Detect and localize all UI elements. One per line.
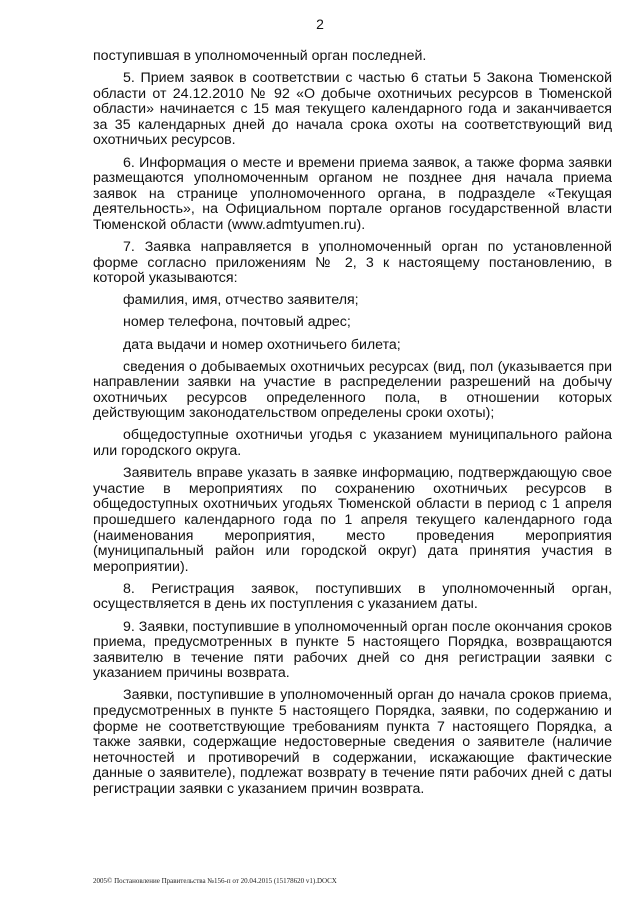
page-number: 2 [316,16,324,32]
list-item-name: фамилия, имя, отчество заявителя; [123,292,359,309]
paragraph-7: 7. Заявка направляется в уполномоченный орган по установленной форме согласно приложениям № 2, 3 к настоящему постановлению, в которой указываются: [93,239,612,287]
paragraph-6: 6. Информация о месте и времени приема заявок, а также форма заявки размещаются уполномоченным органом не позднее дня начала приема заявок на странице уполномоченного органа, в подразделе «Текущая деятельность», на Официальном портале органов государственной власти Тюменской области (www.admtyumen.ru). [93,154,612,233]
paragraph-returns: Заявки, поступившие в уполномоченный орган до начала сроков приема, предусмотренных в пункте 5 настоящего Порядка, заявки, по содержанию и форме не соответствующие требованиям пункта 7 настоящего Порядка, а также заявки, содержащие недостоверные сведения о заявителе (наличие неточностей и противоречий в содержании, искажающие фактические данные о заявителе), подлежат возврату в течение пяти рабочих дней с даты регистрации заявки с указанием причин возврата. [93,687,612,797]
paragraph-continuation: поступившая в уполномоченный орган последней. [93,48,427,64]
paragraph-9: 9. Заявки, поступившие в уполномоченный орган после окончания сроков приема, предусмотренных в пункте 5 настоящего Порядка, возвращаются заявителю в течение пяти рабочих дней со дня регистрации заявки с указанием причины возврата. [93,618,612,682]
footer-doc-id: 2005© Постановление Правительства №156-п от 20.04.2015 (15178620 v1).DOCX [93,877,337,885]
paragraph-8: 8. Регистрация заявок, поступивших в уполномоченный орган, осуществляется в день их поступления с указанием даты. [93,580,612,613]
paragraph-5: 5. Прием заявок в соответствии с частью 6 статьи 5 Закона Тюменской области от 24.12.2010 № 92 «О добыче охотничьих ресурсов в Тюменской области» начинается с 15 мая текущего календарного года и заканчивается за 35 календарных дней до начала срока охоты на соответствующий вид охотничьих ресурсов. [93,70,612,149]
list-item-ticket: дата выдачи и номер охотничьего билета; [123,336,401,353]
document-body [93,49,612,804]
list-item-resources: сведения о добываемых охотничьих ресурсах (вид, пол (указывается при направлении заявки на участие в распределении разрешений на добычу охотничьих ресурсов определенного пола, в отношении которых действующим законодательством определены сроки охоты); [93,358,612,422]
list-item-grounds: общедоступные охотничьи угодья с указанием муниципального района или городского округа. [93,427,612,460]
paragraph-applicant: Заявитель вправе указать в заявке информацию, подтверждающую свое участие в мероприятиях по сохранению охотничьих ресурсов в общедоступных охотничьих угодьях Тюменской области в период с 1 апреля прошедшего календарного года по 1 апреля текущего календарного года (наименования мероприятия, место проведения мероприятия (муниципальный район или городской округ) дата принятия участия в мероприятии). [93,465,612,575]
list-item-phone: номер телефона, почтовый адрес; [123,314,351,331]
